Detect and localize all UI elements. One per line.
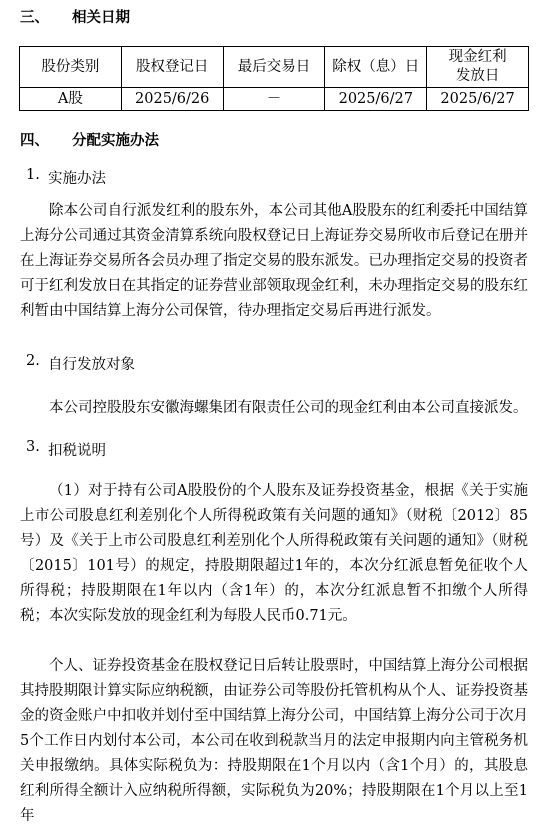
table-header-cell: 最后交易日 <box>223 47 325 88</box>
dates-table <box>19 46 529 111</box>
table-header-cell: 股权登记日 <box>121 47 223 88</box>
table-header-cell: 现金红利 发放日 <box>427 47 529 88</box>
table-cell: － <box>223 88 325 111</box>
table-cell: 2025/6/26 <box>121 88 223 111</box>
table-cell: 2025/6/27 <box>325 88 427 111</box>
table-row <box>20 88 529 111</box>
section-3-number: 三、 <box>20 9 49 26</box>
item-1-paragraph: 除本公司自行派发红利的股东外，本公司其他A股股东的红利委托中国结算上海分公司通过其资金清算系统向股权登记日上海证券交易所收市后登记在册并在上海证券交易所各会员办理了指定交易的股东派发。已办理指定交易的投资者可于红利发放日在其指定的证券营业部领取现金红利，未办理指定交易的股东红利暂由中国结算上海分公司保管，待办理指定交易后再进行派发。 <box>20 203 528 319</box>
item-1-heading <box>26 167 106 188</box>
section-3-heading <box>20 6 130 27</box>
item-3-number: 3. <box>26 439 40 455</box>
item-3-paragraph-1: （1）对于持有公司A股股份的个人股东及证券投资基金，根据《关于实施上市公司股息红利差别化个人所得税政策有关问题的通知》（财税〔2012〕85号）及《关于上市公司股息红利差别化个人所得税政策有关问题的通知》（财税〔2015〕101号）的规定，持股期限超过1年的，本次分红派息暂免征收个人所得税；持股期限在1年以内（含1年）的，本次分红派息暂不扣缴个人所得税；本次实际发放的现金红利为每股人民币0.71元。 <box>20 483 528 624</box>
item-3-title: 扣税说明 <box>48 443 106 459</box>
table-header-cell: 股份类别 <box>20 47 122 88</box>
section-4-title: 分配实施办法 <box>72 132 159 149</box>
item-3-paragraph-2: 个人、证券投资基金在股权登记日后转让股票时，中国结算上海分公司根据其持股期限计算实际应纳税额，由证券公司等股份托管机构从个人、证券投资基金的资金账户中扣收并划付至中国结算上海分公司，中国结算上海分公司于次月5个工作日内划付本公司，本公司在收到税款当月的法定申报期内向主管税务机关申报缴纳。具体实际税负为：持股期限在1个月以内（含1个月）的，其股息红利所得全额计入应纳税所得额，实际税负为20%；持股期限在1个月以上至1年 <box>20 658 528 824</box>
item-2-number: 2. <box>26 353 40 369</box>
item-2-paragraph: 本公司控股股东安徽海螺集团有限责任公司的现金红利由本公司直接派发。 <box>49 400 528 416</box>
item-2-heading <box>26 353 135 374</box>
item-3-heading <box>26 439 106 460</box>
table-header-row <box>20 47 529 88</box>
table-cell: A股 <box>20 88 122 111</box>
section-4-heading <box>20 129 159 150</box>
table-header-cell: 除权（息）日 <box>325 47 427 88</box>
section-3-title: 相关日期 <box>72 9 130 26</box>
item-2-title: 自行发放对象 <box>48 357 135 373</box>
section-4-number: 四、 <box>20 132 49 149</box>
table-cell: 2025/6/27 <box>427 88 529 111</box>
item-1-number: 1. <box>26 167 40 183</box>
item-1-title: 实施办法 <box>48 171 106 187</box>
